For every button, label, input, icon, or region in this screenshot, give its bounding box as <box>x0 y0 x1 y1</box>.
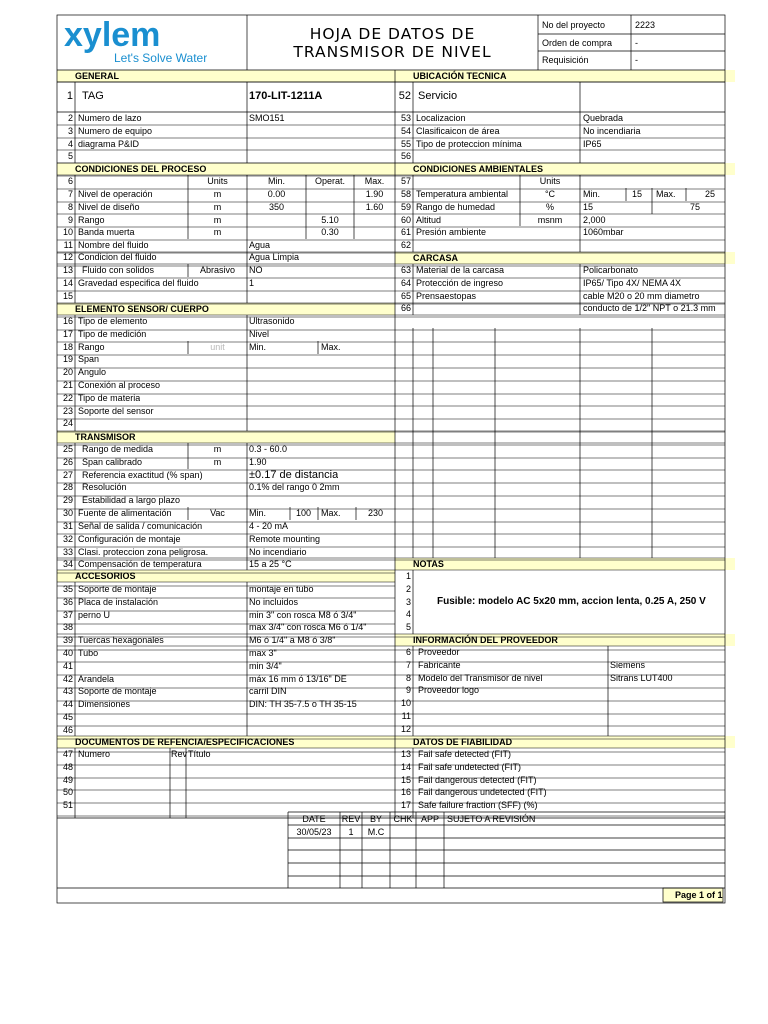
field-unit: m <box>213 227 222 238</box>
field-label: Tubo <box>78 648 99 658</box>
field-value[interactable]: IP65 <box>583 138 602 149</box>
humidity-min-value[interactable]: 15 <box>583 202 594 212</box>
row-number: 22 <box>62 392 73 403</box>
row-number: 14 <box>62 278 73 288</box>
logo-tagline: Let's Solve Water <box>114 52 208 64</box>
section-notas: NOTAS <box>413 559 444 569</box>
row-number: 16 <box>62 316 73 326</box>
field-label: Safe failure fraction (SFF) (%) <box>418 800 538 811</box>
row-number: 51 <box>62 800 73 811</box>
field-label: Rango <box>78 214 105 225</box>
field-unit: m <box>213 214 222 225</box>
section-documentos: DOCUMENTOS DE REFENCIA/ESPECIFICACIONES <box>75 737 295 747</box>
field-value[interactable]: 4 - 20 mA <box>249 521 289 531</box>
row-number: 43 <box>62 686 73 697</box>
section-carcasa: CARCASA <box>413 253 458 263</box>
row-number: 49 <box>62 774 73 785</box>
row-number: 23 <box>62 405 73 416</box>
field-value[interactable]: 0.3 - 60.0 <box>249 444 288 454</box>
page-indicator: Page 1 of 1 <box>675 890 723 900</box>
row-number: 19 <box>62 354 73 365</box>
field-value[interactable]: Nivel <box>249 328 270 339</box>
row-number: 1 <box>405 571 411 581</box>
row-number: 29 <box>62 495 73 506</box>
field-label: Rango de humedad <box>416 202 496 212</box>
field-unit: m <box>213 189 222 199</box>
row-number: 3 <box>67 125 73 136</box>
field-label: Fail safe undetected (FIT) <box>418 761 522 772</box>
row-number: 37 <box>62 609 73 620</box>
row-number: 62 <box>400 240 411 250</box>
col-rev: REV <box>341 814 361 824</box>
revision-number[interactable]: 1 <box>348 827 354 837</box>
rango-max-label: Max. <box>321 342 341 352</box>
field-value[interactable]: Quebrada <box>583 113 624 123</box>
row-number: 8 <box>405 672 411 683</box>
rango-min-label: Min. <box>249 342 267 352</box>
max-value[interactable]: 1.60 <box>365 201 384 212</box>
row-number: 5 <box>405 622 411 633</box>
col-max: Max. <box>364 176 385 186</box>
field-label: Resolución <box>82 482 127 493</box>
row-number: 11 <box>401 711 411 721</box>
field-label: Proveedor <box>418 647 460 657</box>
field-unit: m <box>213 201 222 212</box>
row-number: 9 <box>67 214 73 225</box>
field-value[interactable]: 1060mbar <box>583 227 624 237</box>
row-number: 17 <box>400 800 411 811</box>
field-value[interactable]: No incendiario <box>249 546 307 557</box>
field-unit: % <box>545 202 554 212</box>
row-number: 40 <box>62 648 73 658</box>
col-subject: SUJETO A REVISIÓN <box>447 814 536 824</box>
field-label: Compensación de temperatura <box>78 559 202 570</box>
field-label: Fluido con solidos <box>82 265 155 275</box>
field-label: Nivel de operación <box>78 189 153 199</box>
field-label: Prensaestopas <box>416 290 477 301</box>
col-app: APP <box>420 814 439 824</box>
field-value[interactable]: Siemens <box>610 659 646 670</box>
proyecto-label: No del proyecto <box>542 20 606 30</box>
supply-min-value[interactable]: 100 <box>296 508 312 518</box>
field-value[interactable]: cable M20 o 20 mm diametro <box>583 290 700 301</box>
field-label: Material de la carcasa <box>416 265 505 275</box>
col-rev: Rev <box>171 749 188 759</box>
section-ubicacion: UBICACIÓN TECNICA <box>413 71 507 81</box>
row-number: 11 <box>63 240 73 250</box>
field-value[interactable]: IP65/ Tipo 4X/ NEMA 4X <box>583 277 682 288</box>
field-label: Temperatura ambiental <box>416 189 509 199</box>
row-number: 64 <box>400 277 411 288</box>
field-label: Arandela <box>78 673 115 684</box>
sheet-title-line1: HOJA DE DATOS DE <box>309 25 476 43</box>
field-label: Span calibrado <box>82 456 143 467</box>
row-number: 13 <box>62 265 73 275</box>
row-number: 55 <box>400 138 411 149</box>
row-number: 31 <box>62 521 73 531</box>
row-number: 28 <box>62 482 73 493</box>
row-number: 4 <box>67 138 73 149</box>
field-value[interactable]: 1.90 <box>249 456 267 467</box>
row-number: 41 <box>62 660 73 671</box>
row-number: 24 <box>62 418 73 429</box>
field-label: Tipo de proteccion mínima <box>416 138 522 149</box>
field-label: Localizacion <box>416 113 466 123</box>
field-label: Rango <box>78 341 105 352</box>
row-number: 57 <box>400 176 411 186</box>
field-label: Proveedor logo <box>418 685 480 696</box>
row-number: 63 <box>400 265 411 275</box>
row-number: 45 <box>62 712 73 722</box>
row-number: 10 <box>62 227 73 238</box>
field-value[interactable]: 2,000 <box>583 215 606 225</box>
field-label: Estabilidad a largo plazo <box>82 495 181 506</box>
field-value[interactable]: No incendiaria <box>583 125 641 136</box>
field-value[interactable]: Remote mounting <box>249 533 321 544</box>
row-number: 16 <box>400 787 411 798</box>
row-number: 2 <box>405 583 411 594</box>
orden-label: Orden de compra <box>542 38 613 48</box>
row-number: 61 <box>400 227 411 237</box>
nota-fusible: Fusible: modelo AC 5x20 mm, accion lenta, 0.25 A, 250 V <box>437 596 706 607</box>
field-value[interactable]: NO <box>249 265 263 275</box>
field-unit: m <box>213 444 222 454</box>
row-number: 44 <box>62 699 73 710</box>
row-number: 20 <box>62 367 73 378</box>
field-value[interactable]: Policarbonato <box>583 265 639 275</box>
field-label: Placa de instalación <box>78 596 159 607</box>
field-label: Numero de lazo <box>78 113 142 123</box>
row-number: 25 <box>62 444 73 454</box>
field-unit: Vac <box>210 508 225 518</box>
row-number: 39 <box>62 635 73 646</box>
field-value[interactable]: Ultrasonido <box>249 316 295 326</box>
row-number: 12 <box>400 723 411 734</box>
field-label: Nivel de diseño <box>78 201 140 212</box>
section-proceso: CONDICIONES DEL PROCESO <box>75 164 207 174</box>
row-number: 47 <box>62 749 73 759</box>
row-number: 34 <box>62 559 73 570</box>
field-label: Configuración de montaje <box>78 533 181 544</box>
field-value[interactable]: Sitrans LUT400 <box>610 672 673 683</box>
tag-label: TAG <box>82 90 104 102</box>
field-value[interactable]: Agua Limpia <box>249 252 300 262</box>
row-number: 30 <box>62 508 73 518</box>
field-label: Fail dangerous detected (FIT) <box>418 774 537 785</box>
field-label: Numero de equipo <box>78 125 153 136</box>
orden-value[interactable]: - <box>635 38 638 48</box>
row-number: 13 <box>400 749 411 759</box>
min-label: Min. <box>249 508 267 518</box>
row-number: 12 <box>62 252 73 262</box>
row-number: 59 <box>400 202 411 212</box>
row-number: 15 <box>400 774 411 785</box>
row-number: 7 <box>67 189 73 199</box>
row-number: 60 <box>400 215 411 225</box>
temp-min-value[interactable]: 15 <box>632 189 643 199</box>
field-unit: °C <box>544 189 556 199</box>
field-value[interactable]: carril DIN <box>249 686 287 697</box>
field-value[interactable]: max 3" <box>249 648 277 658</box>
row-number: 58 <box>400 189 411 199</box>
proyecto-value[interactable]: 2223 <box>635 20 656 30</box>
col-operat: Operat. <box>314 176 345 186</box>
field-label: Soporte de montaje <box>78 584 157 594</box>
field-value[interactable]: montaje en tubo <box>249 584 314 594</box>
row-number: 53 <box>400 113 411 123</box>
revision-by[interactable]: M.C <box>367 827 385 837</box>
row-number: 42 <box>62 673 73 684</box>
field-value[interactable]: max 3/4" con rosca M6 ó 1/4" <box>249 622 367 633</box>
min-label: Min. <box>583 189 601 199</box>
requisicion-value[interactable]: - <box>635 55 638 65</box>
row-number: 46 <box>62 724 73 735</box>
row-number: 1 <box>66 90 73 102</box>
field-label: Span <box>78 354 100 365</box>
servicio-label: Servicio <box>418 90 458 102</box>
row-number: 3 <box>405 596 411 607</box>
humidity-max-value[interactable]: 75 <box>690 202 701 212</box>
field-label: Referencia exactitud (% span) <box>82 469 203 480</box>
field-label: Fabricante <box>418 659 461 670</box>
field-value[interactable]: M6 ó 1/4" a M8 ó 3/8" <box>249 635 336 646</box>
field-label: Soporte de montaje <box>78 686 157 697</box>
field-label: Fail dangerous undetected (FIT) <box>418 787 547 798</box>
field-value[interactable]: DIN: TH 35-7.5 o TH 35-15 <box>249 699 357 710</box>
row-number: 8 <box>67 201 73 212</box>
field-value[interactable]: Agua <box>249 240 271 250</box>
field-label: Fail safe detected (FIT) <box>418 749 512 759</box>
row-number: 27 <box>62 469 73 480</box>
row-number: 10 <box>400 698 411 709</box>
max-value[interactable]: 1.90 <box>365 189 384 199</box>
col-titulo: Título <box>188 749 211 759</box>
row-number: 56 <box>400 151 411 162</box>
field-sublabel: Abrasivo <box>199 265 235 275</box>
field-label: Tipo de medición <box>78 328 147 339</box>
section-ambientales: CONDICIONES AMBIENTALES <box>413 164 544 174</box>
field-label: Clasificaicon de área <box>416 125 500 136</box>
row-number: 6 <box>405 647 411 657</box>
section-accesorios: ACCESORIOS <box>75 571 136 581</box>
field-label: Angulo <box>78 367 107 378</box>
col-chk: CHK <box>393 814 413 824</box>
field-label: Conexión al proceso <box>78 380 161 390</box>
field-label: Tipo de materia <box>78 392 141 403</box>
requisicion-label: Requisición <box>542 55 589 65</box>
row-number: 17 <box>62 328 73 339</box>
field-value[interactable]: conducto de 1/2" NPT o 21.3 mm <box>583 303 716 314</box>
col-numero: Numero <box>78 749 111 759</box>
field-value[interactable]: máx 16 mm ó 13/16" DE <box>249 673 347 684</box>
operat-value[interactable]: 0.30 <box>321 227 339 238</box>
max-label: Max. <box>656 189 676 199</box>
field-value[interactable]: 15 a 25 °C <box>249 559 292 570</box>
field-label: Clasi. proteccion zona peligrosa. <box>78 546 209 557</box>
field-value[interactable]: ±0.17 de distancia <box>249 468 339 481</box>
field-label: Señal de salida / comunicación <box>78 521 203 531</box>
field-value[interactable]: min 3" con rosca M8 ó 3/4" <box>249 609 357 620</box>
field-label: Presión ambiente <box>416 227 487 237</box>
col-by: BY <box>369 814 382 824</box>
field-label: Condicion del fluido <box>78 252 157 262</box>
rango-unit: unit <box>210 342 225 352</box>
field-label: Altitud <box>416 215 442 225</box>
field-label: diagrama P&ID <box>78 138 140 149</box>
field-value[interactable]: No incluidos <box>249 596 299 607</box>
row-number: 18 <box>62 341 73 352</box>
row-number: 5 <box>67 151 73 162</box>
row-number: 6 <box>67 176 73 186</box>
row-number: 54 <box>400 125 411 136</box>
supply-max-value[interactable]: 230 <box>368 508 384 518</box>
section-sensor: ELEMENTO SENSOR/ CUERPO <box>75 304 209 314</box>
row-number: 36 <box>62 596 73 607</box>
field-label: Nombre del fluido <box>78 240 149 250</box>
tag-value[interactable]: 170-LIT-1211A <box>249 90 323 102</box>
field-label: Soporte del sensor <box>78 405 154 416</box>
field-label: Gravedad especifica del fluido <box>78 278 199 288</box>
field-unit: m <box>213 456 222 467</box>
row-number: 4 <box>405 609 411 620</box>
row-number: 52 <box>398 90 411 102</box>
min-value[interactable]: 350 <box>268 201 285 212</box>
field-label: perno U <box>78 609 111 620</box>
row-number: 35 <box>62 584 73 594</box>
max-label: Max. <box>321 508 341 518</box>
col-min: Min. <box>267 176 285 186</box>
col-date: DATE <box>302 814 326 824</box>
field-unit: msnm <box>537 215 563 225</box>
row-number: 26 <box>62 456 73 467</box>
operat-value[interactable]: 5.10 <box>321 214 339 225</box>
field-label: Dimensiones <box>78 699 131 710</box>
section-fiabilidad: DATOS DE FIABILIDAD <box>413 737 513 747</box>
row-number: 32 <box>62 533 73 544</box>
section-general: GENERAL <box>75 71 120 81</box>
field-label: Banda muerta <box>78 227 135 238</box>
row-number: 2 <box>67 113 73 123</box>
section-proveedor: INFORMACIÓN DEL PROVEEDOR <box>413 635 558 645</box>
field-label: Tipo de elemento <box>78 316 148 326</box>
field-label: Tuercas hexagonales <box>78 635 164 646</box>
row-number: 9 <box>405 685 411 696</box>
field-value[interactable]: 0.1% del rango 0 2mm <box>249 482 340 493</box>
row-number: 50 <box>62 787 73 798</box>
row-number: 48 <box>62 761 73 772</box>
field-label: Protección de ingreso <box>416 277 504 288</box>
revision-date[interactable]: 30/05/23 <box>296 827 332 837</box>
col-units: Units <box>539 176 561 186</box>
sheet-title-line2: TRANSMISOR DE NIVEL <box>293 43 492 61</box>
row-number: 38 <box>62 622 73 633</box>
min-value[interactable]: 0.00 <box>267 189 286 199</box>
section-transmisor: TRANSMISOR <box>75 432 136 442</box>
row-number: 21 <box>62 380 73 390</box>
field-value[interactable]: SMO151 <box>249 113 285 123</box>
row-number: 65 <box>400 290 411 301</box>
field-label: Rango de medida <box>82 444 154 454</box>
xylem-logo: xylem <box>64 17 161 53</box>
temp-max-value[interactable]: 25 <box>705 189 716 199</box>
field-value[interactable]: min 3/4" <box>249 660 282 671</box>
field-label: Modelo del Transmisor de nivel <box>418 672 543 683</box>
row-number: 15 <box>62 291 73 301</box>
row-number: 14 <box>400 761 411 772</box>
col-units: Units <box>207 176 228 186</box>
row-number: 66 <box>400 303 411 314</box>
row-number: 33 <box>62 546 73 557</box>
field-label: Fuente de alimentación <box>78 508 172 518</box>
field-value[interactable]: 1 <box>249 278 255 288</box>
row-number: 7 <box>405 659 411 670</box>
